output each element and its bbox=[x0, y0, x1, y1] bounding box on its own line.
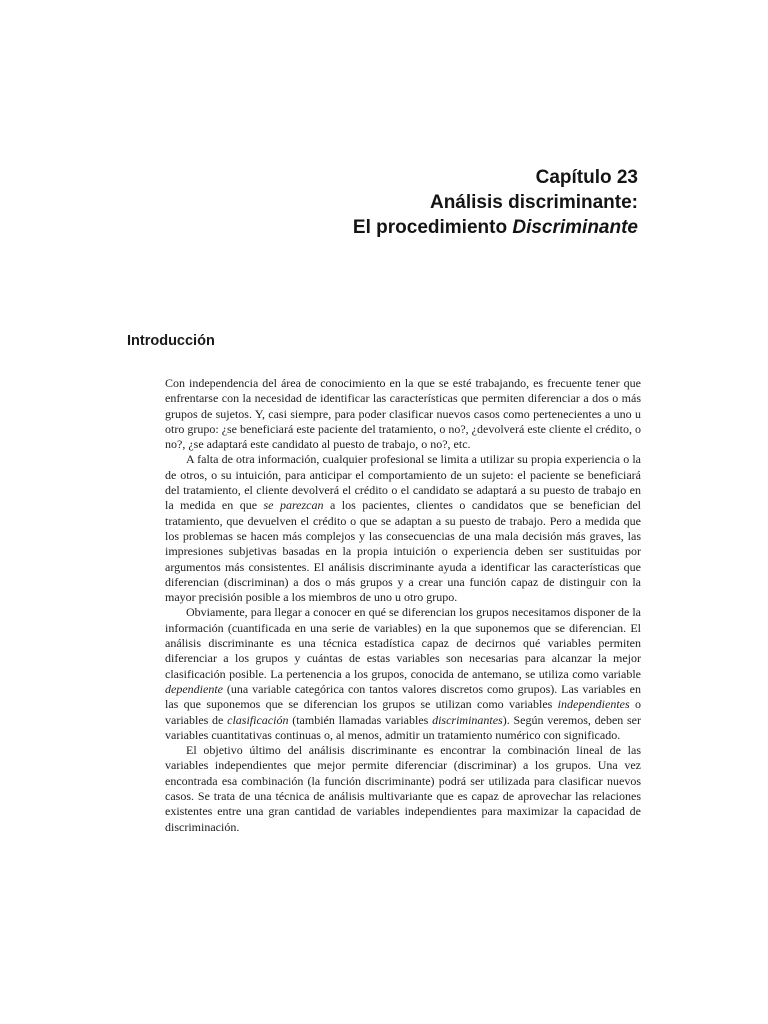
chapter-title-line1: Análisis discriminante: bbox=[429, 192, 638, 213]
chapter-title-line2 bbox=[353, 215, 638, 240]
paragraph-3-italic-independientes: independientes bbox=[557, 697, 630, 712]
chapter-title-line2-prefix: El procedimiento bbox=[352, 217, 513, 238]
chapter-header bbox=[353, 165, 638, 240]
chapter-number: Capítulo 23 bbox=[535, 167, 638, 188]
paragraph-2-part-a: A falta de otra información, cualquier profesional se limita a utilizar su propia experiencia o la de otros, o su intuición, para anticipar el comportamiento de un sujeto: el paciente se beneficiará del tratamiento, el cliente devolverá el crédito o el candidato se adaptará a su puesto de trabajo en la medida en que bbox=[165, 452, 641, 513]
paragraph-3-italic-discriminantes: discriminantes bbox=[432, 712, 503, 727]
section-heading: Introducción bbox=[127, 333, 215, 349]
paragraph-2-italic: se parezcan bbox=[263, 498, 324, 513]
paragraph-1: Con independencia del área de conocimiento en la que se esté trabajando, es frecuente tener que enfrentarse con la necesidad de identificar las características que permiten diferenciar a dos o más grupos de sujetos. Y, casi siempre, para poder clasificar nuevos casos como pertenecientes a uno u otro grupo: ¿se beneficiará este paciente del tratamiento, o no?, ¿devolverá este cliente el crédito, o no?, ¿se adaptará este candidato al puesto de trabajo, o no?, etc. bbox=[165, 376, 641, 452]
paragraph-3-part-g: (también llamadas variables bbox=[288, 712, 433, 727]
paragraph-3 bbox=[165, 605, 641, 743]
paragraph-3-part-a: Obviamente, para llegar a conocer en qué se diferencian los grupos necesitamos disponer de la información (cuantificada en una serie de variables) en la que suponemos que se diferencian. El análisis discriminante es una técnica estadística capaz de decirnos qué variables permiten diferenciar a los grupos y cuántas de estas variables son necesarias para alcanzar la mejor clasificación posible. La pertenencia a los grupos, conocida de antemano, se utiliza como variable bbox=[165, 605, 641, 681]
paragraph-3-italic-dependiente: dependiente bbox=[165, 681, 223, 696]
chapter-title-line2-italic: Discriminante bbox=[512, 217, 638, 238]
paragraph-4: El objetivo último del análisis discriminante es encontrar la combinación lineal de las variables independientes que mejor permite diferenciar (discriminar) a los grupos. Una vez encontrada esa combinación (la función discriminante) podrá ser utilizada para clasificar nuevos casos. Se trata de una técnica de análisis multivariante que es capaz de aprovechar las relaciones existentes entre una gran cantidad de variables independientes para maximizar la capacidad de discriminación. bbox=[165, 743, 641, 834]
paragraph-3-part-c: (una variable categórica con tantos valores discretos como grupos). Las variables en las que suponemos que se diferencian los grupos se utilizan como variables bbox=[165, 681, 641, 712]
paragraph-2 bbox=[165, 452, 641, 605]
paragraph-2-part-c: a los pacientes, clientes o candidatos que se benefician del tratamiento, que devuelven el crédito o que se adaptan a su puesto de trabajo. Pero a medida que los problemas se hacen más complejos y las consecuencias de una mala decisión más graves, las impresiones subjetivas basadas en la propia intuición o experiencia deben ser sustituidas por argumentos más consistentes. El análisis discriminante ayuda a identificar las características que diferencian (discriminan) a dos o más grupos y a crear una función capaz de distinguir con la mayor precisión posible a los miembros de uno u otro grupo. bbox=[165, 498, 642, 605]
body-text bbox=[165, 376, 641, 835]
paragraph-3-part-e: o variables de bbox=[165, 697, 641, 727]
paragraph-3-part-i: ). Según veremos, deben ser variables cuantitativas continuas o, al menos, admitir un tratamiento numérico con significado. bbox=[165, 712, 642, 742]
paragraph-3-italic-clasificacion: clasificación bbox=[227, 712, 289, 727]
